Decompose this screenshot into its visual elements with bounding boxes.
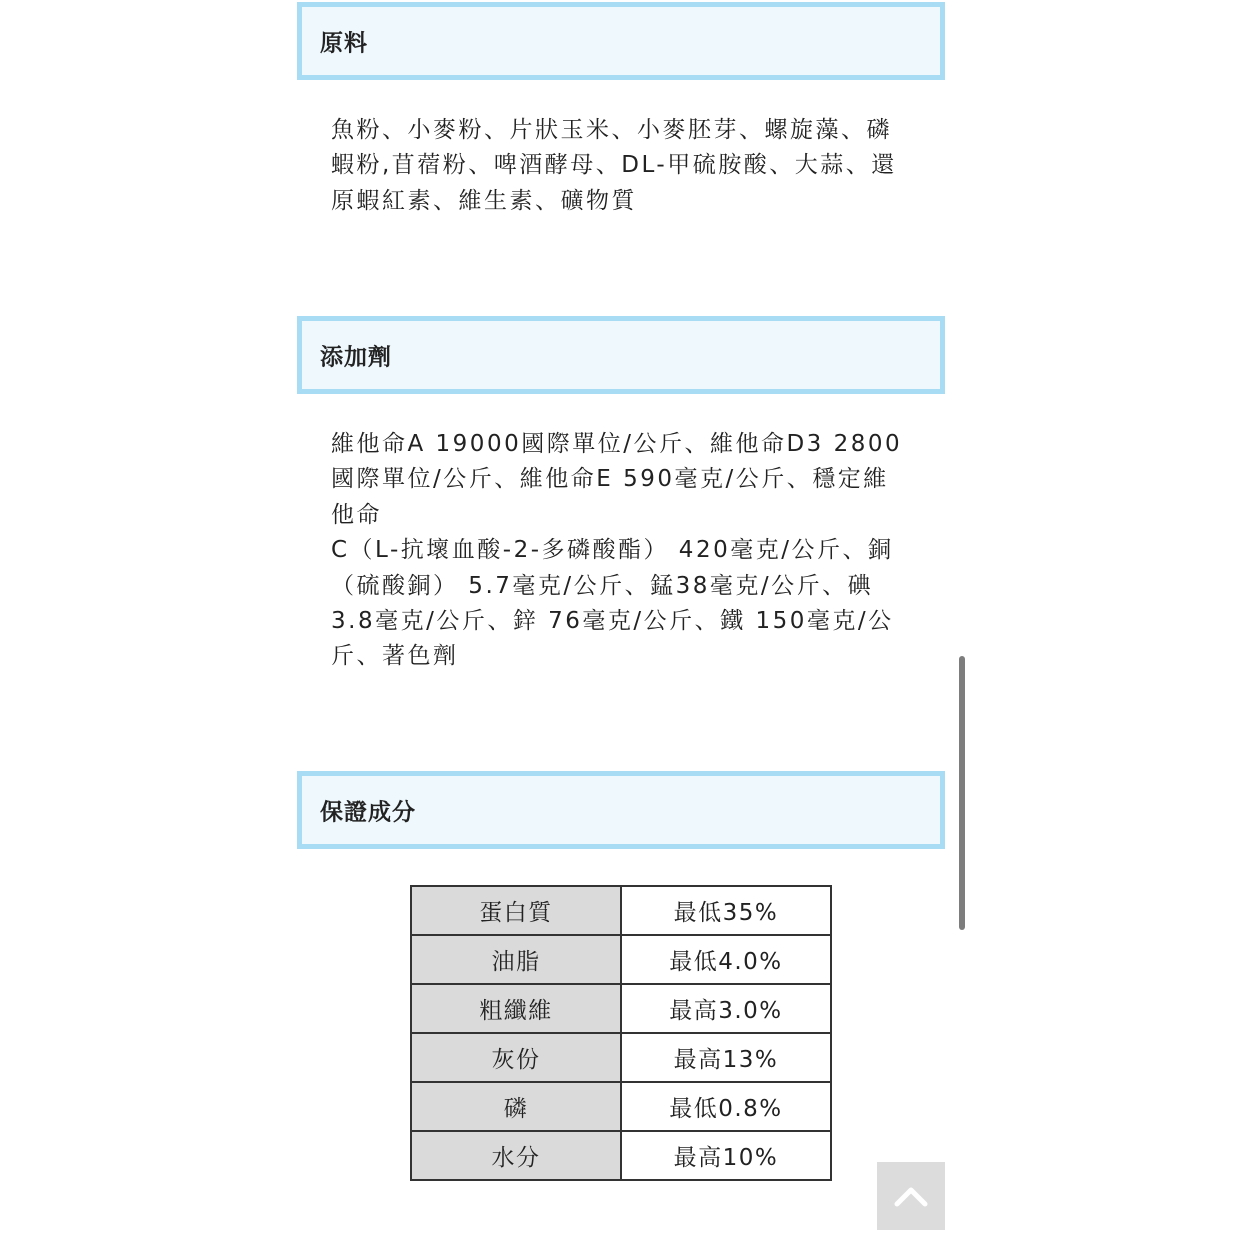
row-value: 最低35% <box>621 886 831 935</box>
row-label: 油脂 <box>411 935 621 984</box>
table-row <box>411 886 831 935</box>
additives-header <box>297 316 945 394</box>
scrollbar-thumb[interactable] <box>959 656 965 930</box>
additives-title: 添加劑 <box>320 344 392 371</box>
table-row <box>411 935 831 984</box>
chevron-up-icon <box>894 1185 928 1207</box>
raw-materials-text: 魚粉、小麥粉、片狀玉米、小麥胚芽、螺旋藻、磷 蝦粉,苜蓿粉、啤酒酵母、DL-甲硫胺酸、大蒜、還 原蝦紅素、維生素、礦物質 <box>331 117 897 214</box>
raw-materials-header <box>297 2 945 80</box>
guaranteed-analysis-title: 保證成分 <box>320 799 416 826</box>
row-label: 水分 <box>411 1131 621 1180</box>
table-row <box>411 1131 831 1180</box>
additives-text: 維他命A 19000國際單位/公斤、維他命D3 2800 國際單位/公斤、維他命E 590毫克/公斤、穩定維 他命 C（L-抗壞血酸-2-多磷酸酯） 420毫克/公斤、銅 （硫酸銅） 5.7毫克/公斤、錳38毫克/公斤、碘 3.8毫克/公斤、鋅 76毫克/公斤、鐵 150毫克/公 斤、著色劑 <box>331 431 903 670</box>
row-label: 磷 <box>411 1082 621 1131</box>
row-value: 最高13% <box>621 1033 831 1082</box>
row-label: 蛋白質 <box>411 886 621 935</box>
guaranteed-analysis-table <box>410 885 832 1181</box>
row-value: 最低4.0% <box>621 935 831 984</box>
guaranteed-analysis-header <box>297 771 945 849</box>
row-label: 灰份 <box>411 1033 621 1082</box>
raw-materials-title: 原料 <box>320 30 368 57</box>
row-value: 最高10% <box>621 1131 831 1180</box>
table-row <box>411 1033 831 1082</box>
table-row <box>411 984 831 1033</box>
table-row <box>411 1082 831 1131</box>
row-value: 最高3.0% <box>621 984 831 1033</box>
back-to-top-button[interactable] <box>877 1162 945 1230</box>
row-value: 最低0.8% <box>621 1082 831 1131</box>
row-label: 粗纖維 <box>411 984 621 1033</box>
